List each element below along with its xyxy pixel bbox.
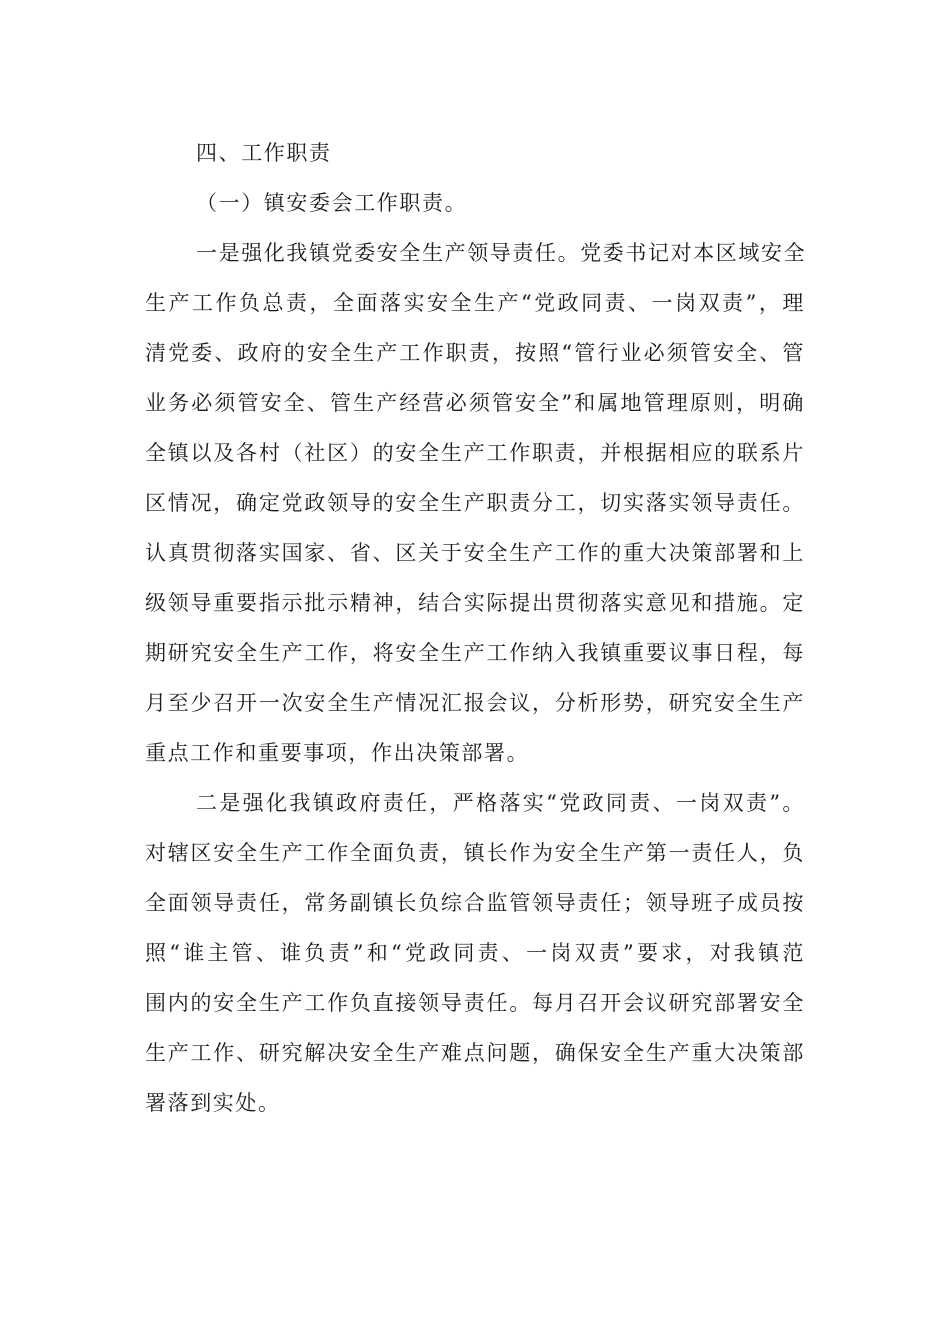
paragraph-1-line: 重点工作和重要事项，作出决策部署。	[145, 741, 530, 765]
paragraph-2-line: 生产工作、研究解决安全生产难点问题，确保安全生产重大决策部	[145, 1041, 805, 1065]
paragraph-1-line: 区情况，确定党政领导的安全生产职责分工，切实落实领导责任。	[145, 491, 805, 515]
paragraph-2-line: 照“谁主管、谁负责”和“党政同责、一岗双责”要求，对我镇范	[145, 941, 805, 965]
subsection-heading: （一）镇安委会工作职责。	[196, 191, 468, 215]
paragraph-2-line: 署落到实处。	[145, 1091, 281, 1115]
paragraph-1-line: 级领导重要指示批示精神，结合实际提出贯彻落实意见和措施。定	[145, 591, 805, 615]
section-heading: 四、工作职责	[196, 141, 332, 165]
paragraph-1-line: 认真贯彻落实国家、省、区关于安全生产工作的重大决策部署和上	[145, 541, 805, 565]
paragraph-2-line: 围内的安全生产工作负直接领导责任。每月召开会议研究部署安全	[145, 991, 805, 1015]
paragraph-1-line: 业务必须管安全、管生产经营必须管安全”和属地管理原则，明确	[145, 391, 805, 415]
paragraph-2-line: 全面领导责任，常务副镇长负综合监管领导责任；领导班子成员按	[145, 891, 805, 915]
paragraph-2-line: 二是强化我镇政府责任，严格落实“党政同责、一岗双责”。	[196, 791, 805, 815]
paragraph-2-line: 对辖区安全生产工作全面负责，镇长作为安全生产第一责任人，负	[145, 841, 805, 865]
paragraph-1-line: 一是强化我镇党委安全生产领导责任。党委书记对本区域安全	[196, 241, 807, 265]
paragraph-1-line: 清党委、政府的安全生产工作职责，按照“管行业必须管安全、管	[145, 341, 805, 365]
paragraph-1-line: 月至少召开一次安全生产情况汇报会议，分析形势，研究安全生产	[145, 691, 805, 715]
paragraph-1-line: 生产工作负总责，全面落实安全生产“党政同责、一岗双责”，理	[145, 291, 805, 315]
paragraph-1-line: 期研究安全生产工作，将安全生产工作纳入我镇重要议事日程，每	[145, 641, 805, 665]
paragraph-1-line: 全镇以及各村（社区）的安全生产工作职责，并根据相应的联系片	[145, 441, 805, 465]
